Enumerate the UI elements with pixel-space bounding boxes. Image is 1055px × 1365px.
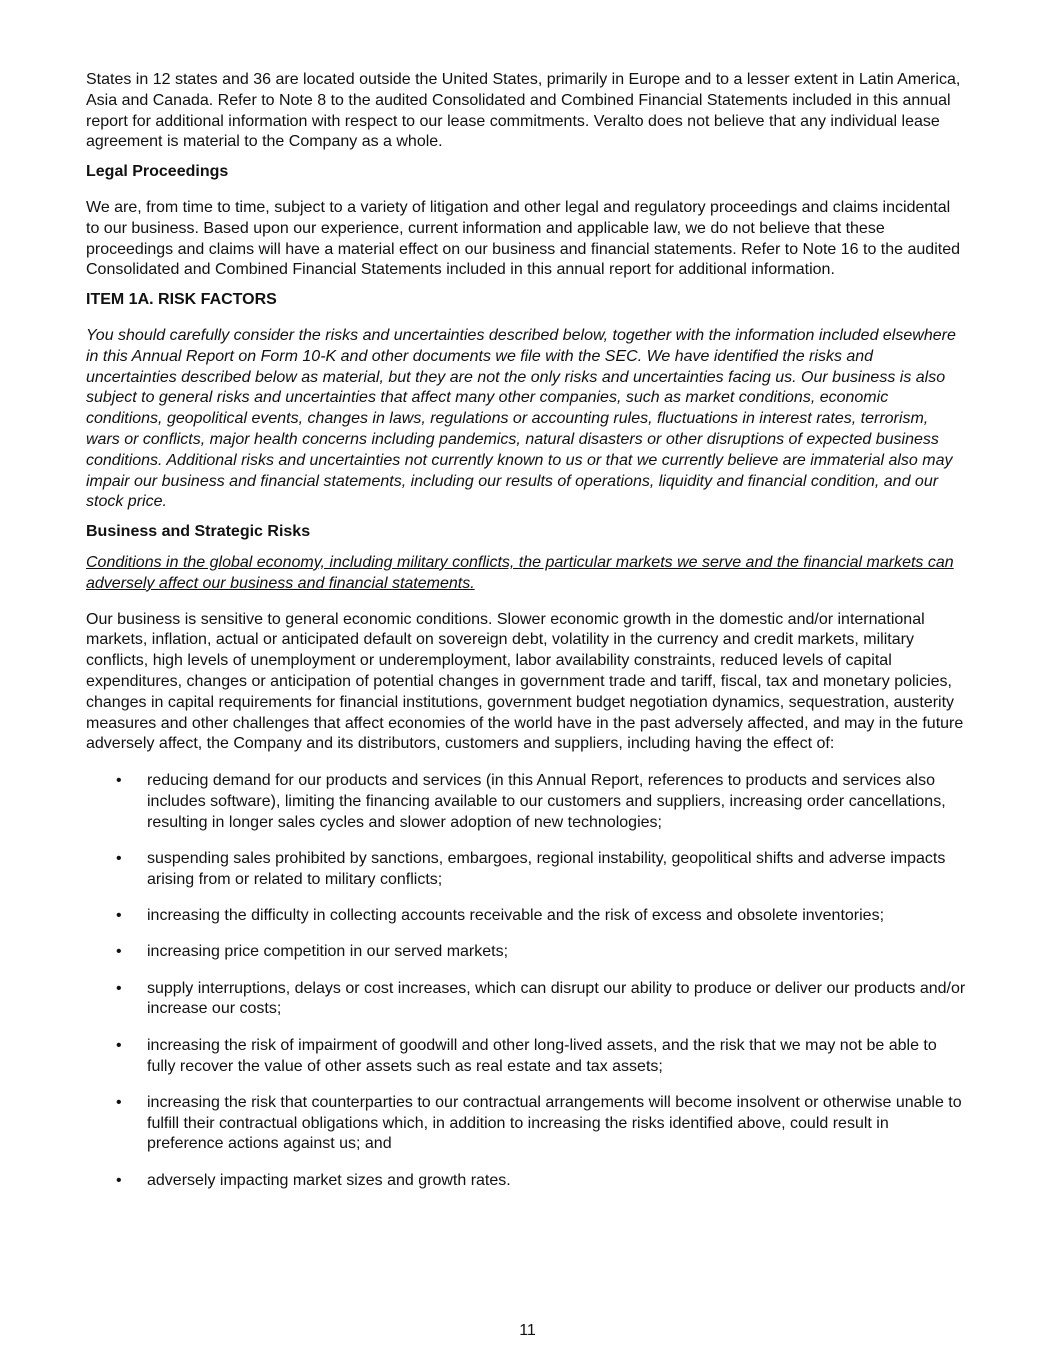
list-item: [86, 1093, 966, 1155]
business-risks-heading: Business and Strategic Risks: [86, 523, 311, 541]
business-risks-paragraph: Our business is sensitive to general economic conditions. Slower economic growth in the domestic and/or international markets, inflation, actual or anticipated default on sovereign debt, volatility in the currency and credit markets, military conflicts, high levels of unemployment or underemployment, labor availability constraints, reduced levels of capital expenditures, changes or anticipation of potential changes in government trade and tariff, fiscal, tax and monetary policies, changes in capital requirements for financial institutions, government budget negotiation dynamics, sequestration, austerity measures and other challenges that affect economies of the world have in the past adversely affected, and may in the future adversely affect, the Company and its distributors, customers and suppliers, including having the effect of:: [86, 610, 964, 753]
list-item-text: adversely impacting market sizes and growth rates.: [147, 1171, 511, 1189]
bullet-glyph: •: [116, 1171, 122, 1189]
list-item: [86, 906, 966, 927]
bullet-glyph: •: [116, 943, 122, 961]
risk-factors-heading: ITEM 1A. RISK FACTORS: [86, 291, 277, 309]
bullet-glyph: •: [116, 1093, 122, 1111]
legal-proceedings-paragraph: We are, from time to time, subject to a variety of litigation and other legal and regulatory proceedings and claims incidental to our business. Based upon our experience, current information and applicable law, we do not believe that these proceedings and claims will have a material effect on our business and financial statements. Refer to Note 16 to the audited Consolidated and Combined Financial Statements included in this annual report for additional information.: [86, 198, 960, 279]
list-item: [86, 942, 966, 963]
bullet-glyph: •: [116, 850, 122, 867]
list-item-text: suspending sales prohibited by sanctions, embargoes, regional instability, geopolitical shifts and adverse impacts arising from or related to military conflicts;: [147, 850, 946, 888]
list-item: [86, 979, 966, 1021]
bullet-glyph: •: [116, 772, 122, 790]
business-risks-subheading: Conditions in the global economy, including military conflicts, the particular markets we serve and the financial markets can adversely affect our business and financial statements.: [86, 553, 954, 592]
list-item-text: increasing the risk of impairment of goodwill and other long-lived assets, and the risk that we may not be able to fully recover the value of other assets such as real estate and tax assets;: [147, 1036, 937, 1075]
list-item-text: increasing the difficulty in collecting accounts receivable and the risk of excess and obsolete inventories;: [147, 907, 885, 925]
list-item-text: reducing demand for our products and services (in this Annual Report, references to products and services also includes software), limiting the financing available to our customers and suppliers, increasing order cancellations, resulting in longer sales cycles and slower adoption of new technologies;: [147, 772, 946, 831]
list-item: [86, 849, 966, 891]
list-item: [86, 1171, 966, 1192]
list-item-text: supply interruptions, delays or cost increases, which can disrupt our ability to produce or deliver our products and/or increase our costs;: [147, 979, 966, 1018]
bullet-glyph: •: [116, 1036, 122, 1054]
properties-paragraph: States in 12 states and 36 are located outside the United States, primarily in Europe and to a lesser extent in Latin America, Asia and Canada. Refer to Note 8 to the audited Consolidated and Combined Financial Statements included in this annual report for additional information with respect to our lease commitments. Veralto does not believe that any individual lease agreement is material to the Company as a whole.: [86, 71, 961, 151]
legal-proceedings-heading: Legal Proceedings: [86, 163, 229, 181]
effects-list: [86, 771, 966, 1191]
list-item-text: increasing the risk that counterparties to our contractual arrangements will become insolvent or otherwise unable to fulfill their contractual obligations which, in addition to increasing the risks identified above, could result in preference actions against us; and: [147, 1093, 962, 1153]
list-item: [86, 1036, 966, 1078]
list-item-text: increasing price competition in our served markets;: [147, 943, 509, 961]
list-item: [86, 771, 966, 833]
bullet-glyph: •: [116, 907, 122, 925]
page-number: 11: [519, 1322, 536, 1339]
document-page: [86, 70, 966, 1207]
bullet-glyph: •: [116, 979, 122, 997]
risk-factors-intro: You should carefully consider the risks and uncertainties described below, together with the information included elsewhere in this Annual Report on Form 10-K and other documents we file with the SEC. We have identified the risks and uncertainties described below as material, but they are not the only risks and uncertainties facing us. Our business is also subject to general risks and uncertainties that affect many other companies, such as market conditions, economic conditions, geopolitical events, changes in laws, regulations or accounting rules, fluctuations in interest rates, terrorism, wars or conflicts, major health concerns including pandemics, natural disasters or other disruptions of expected business conditions. Additional risks and uncertainties not currently known to us or that we currently believe are immaterial also may impair our business and financial statements, including our results of operations, liquidity and financial condition, and our stock price.: [86, 326, 956, 511]
